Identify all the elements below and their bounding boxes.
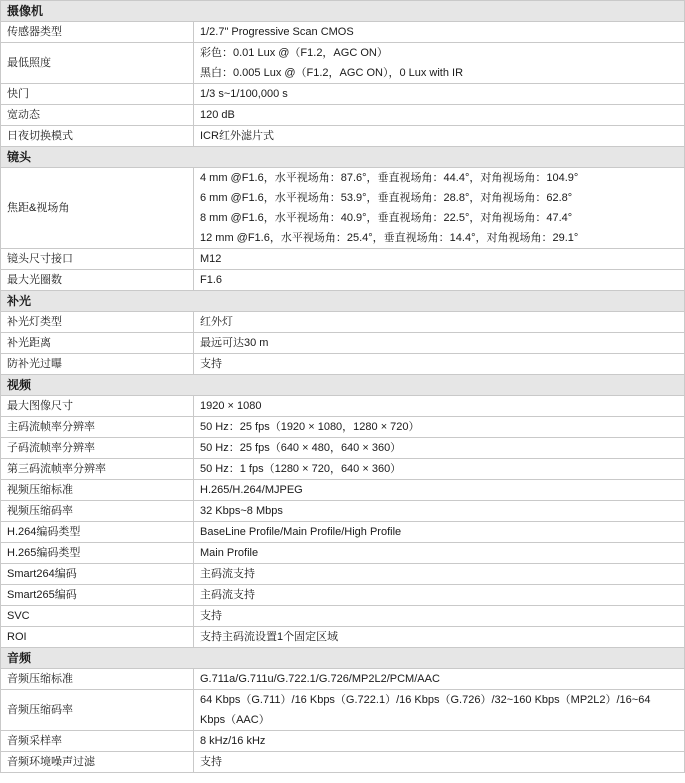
spec-label: 视频压缩标准: [1, 480, 194, 501]
section-header: [1, 147, 685, 168]
spec-row: [1, 168, 685, 249]
spec-value: [194, 564, 685, 585]
spec-row: [1, 522, 685, 543]
spec-row: [1, 585, 685, 606]
spec-row: [1, 669, 685, 690]
spec-row: [1, 627, 685, 648]
spec-label: 最大光圈数: [1, 270, 194, 291]
spec-row: [1, 43, 685, 84]
spec-label: 音频环境噪声过滤: [1, 752, 194, 773]
spec-value-line: H.265/H.264/MJPEG: [200, 484, 303, 496]
spec-value: [194, 249, 685, 270]
spec-label: 焦距&视场角: [1, 168, 194, 249]
spec-label: 最低照度: [1, 43, 194, 84]
spec-value-line: 支持: [200, 610, 222, 622]
spec-value: [194, 126, 685, 147]
section-header: [1, 648, 685, 669]
spec-value: [194, 501, 685, 522]
spec-value: [194, 690, 685, 731]
spec-value: [194, 43, 685, 84]
spec-value-line: 4 mm @F1.6，水平视场角：87.6°，垂直视场角：44.4°，对角视场角：104.9°: [200, 172, 579, 184]
section-title: 摄像机: [1, 1, 685, 22]
spec-value-line: G.711a/G.711u/G.722.1/G.726/MP2L2/PCM/AAC: [200, 673, 440, 685]
spec-value-line: 50 Hz：25 fps（1920 × 1080，1280 × 720）: [200, 421, 420, 433]
spec-value-line: 64 Kbps（G.711）/16 Kbps（G.722.1）/16 Kbps（G.726）/32~160 Kbps（MP2L2）/16~64 Kbps（AAC）: [200, 694, 651, 726]
spec-value-line: 彩色：0.01 Lux @（F1.2，AGC ON）: [200, 47, 388, 59]
spec-row: [1, 459, 685, 480]
spec-label: Smart264编码: [1, 564, 194, 585]
spec-value: [194, 354, 685, 375]
section-title: 音频: [1, 648, 685, 669]
spec-label: 传感器类型: [1, 22, 194, 43]
spec-label: 镜头尺寸接口: [1, 249, 194, 270]
spec-label: 第三码流帧率分辨率: [1, 459, 194, 480]
spec-row: [1, 731, 685, 752]
spec-value: [194, 270, 685, 291]
spec-label: H.265编码类型: [1, 543, 194, 564]
spec-table-body: [1, 1, 685, 773]
spec-value: [194, 585, 685, 606]
spec-label: 音频采样率: [1, 731, 194, 752]
spec-row: [1, 501, 685, 522]
spec-value-line: 120 dB: [200, 109, 235, 121]
spec-value-line: 主码流支持: [200, 568, 255, 580]
spec-label: 宽动态: [1, 105, 194, 126]
spec-value-line: 50 Hz：25 fps（640 × 480，640 × 360）: [200, 442, 402, 454]
spec-value: [194, 105, 685, 126]
spec-value-line: 1/2.7" Progressive Scan CMOS: [200, 26, 354, 38]
spec-value-line: M12: [200, 253, 222, 265]
spec-label: 主码流帧率分辨率: [1, 417, 194, 438]
section-title: 视频: [1, 375, 685, 396]
spec-row: [1, 752, 685, 773]
spec-value: [194, 168, 685, 249]
spec-label: 音频压缩码率: [1, 690, 194, 731]
spec-row: [1, 22, 685, 43]
spec-row: [1, 312, 685, 333]
spec-row: [1, 480, 685, 501]
spec-value-line: ICR红外滤片式: [200, 130, 274, 142]
spec-value-line: 支持主码流设置1个固定区域: [200, 631, 339, 643]
section-header: [1, 291, 685, 312]
section-header: [1, 375, 685, 396]
spec-value-line: 支持: [200, 358, 222, 370]
spec-value-line: 12 mm @F1.6，水平视场角：25.4°，垂直视场角：14.4°，对角视场角：29.1°: [200, 232, 579, 244]
spec-label: 补光距离: [1, 333, 194, 354]
spec-label: 防补光过曝: [1, 354, 194, 375]
spec-value: [194, 606, 685, 627]
spec-value-line: 支持: [200, 756, 222, 768]
section-title: 补光: [1, 291, 685, 312]
spec-label: SVC: [1, 606, 194, 627]
spec-value: [194, 627, 685, 648]
spec-value: [194, 480, 685, 501]
spec-label: 子码流帧率分辨率: [1, 438, 194, 459]
spec-row: [1, 543, 685, 564]
spec-row: [1, 606, 685, 627]
spec-row: [1, 417, 685, 438]
spec-value: [194, 333, 685, 354]
spec-row: [1, 126, 685, 147]
spec-label: 日夜切换模式: [1, 126, 194, 147]
spec-row: [1, 438, 685, 459]
spec-value-line: 最远可达30 m: [200, 337, 269, 349]
spec-value-line: 8 kHz/16 kHz: [200, 735, 266, 747]
spec-value-line: Main Profile: [200, 547, 259, 559]
spec-label: 最大图像尺寸: [1, 396, 194, 417]
spec-value: [194, 669, 685, 690]
spec-label: 视频压缩码率: [1, 501, 194, 522]
spec-label: Smart265编码: [1, 585, 194, 606]
spec-value-line: F1.6: [200, 274, 223, 286]
spec-value-line: 6 mm @F1.6，水平视场角：53.9°，垂直视场角：28.8°，对角视场角：62.8°: [200, 192, 573, 204]
spec-value-line: BaseLine Profile/Main Profile/High Profile: [200, 526, 402, 538]
spec-row: [1, 354, 685, 375]
spec-value: [194, 22, 685, 43]
section-title: 镜头: [1, 147, 685, 168]
spec-row: [1, 333, 685, 354]
spec-value-line: 32 Kbps~8 Mbps: [200, 505, 283, 517]
spec-value-line: 8 mm @F1.6，水平视场角：40.9°，垂直视场角：22.5°，对角视场角：47.4°: [200, 212, 573, 224]
spec-value: [194, 84, 685, 105]
spec-value: [194, 312, 685, 333]
spec-row: [1, 564, 685, 585]
spec-row: [1, 396, 685, 417]
spec-value-line: 黑白：0.005 Lux @（F1.2，AGC ON），0 Lux with IR: [200, 67, 464, 79]
spec-value: [194, 543, 685, 564]
section-header: [1, 1, 685, 22]
spec-value: [194, 522, 685, 543]
spec-label: 补光灯类型: [1, 312, 194, 333]
spec-value-line: 主码流支持: [200, 589, 255, 601]
spec-value: [194, 752, 685, 773]
spec-value-line: 红外灯: [200, 316, 233, 328]
spec-value: [194, 438, 685, 459]
spec-value: [194, 459, 685, 480]
spec-label: 音频压缩标准: [1, 669, 194, 690]
spec-value-line: 50 Hz：1 fps（1280 × 720，640 × 360）: [200, 463, 402, 475]
spec-label: H.264编码类型: [1, 522, 194, 543]
spec-value: [194, 417, 685, 438]
spec-row: [1, 105, 685, 126]
spec-value-line: 1/3 s~1/100,000 s: [200, 88, 288, 100]
spec-label: ROI: [1, 627, 194, 648]
spec-value: [194, 396, 685, 417]
spec-row: [1, 270, 685, 291]
spec-row: [1, 690, 685, 731]
spec-label: 快门: [1, 84, 194, 105]
spec-value: [194, 731, 685, 752]
spec-row: [1, 249, 685, 270]
spec-row: [1, 84, 685, 105]
spec-value-line: 1920 × 1080: [200, 400, 262, 412]
